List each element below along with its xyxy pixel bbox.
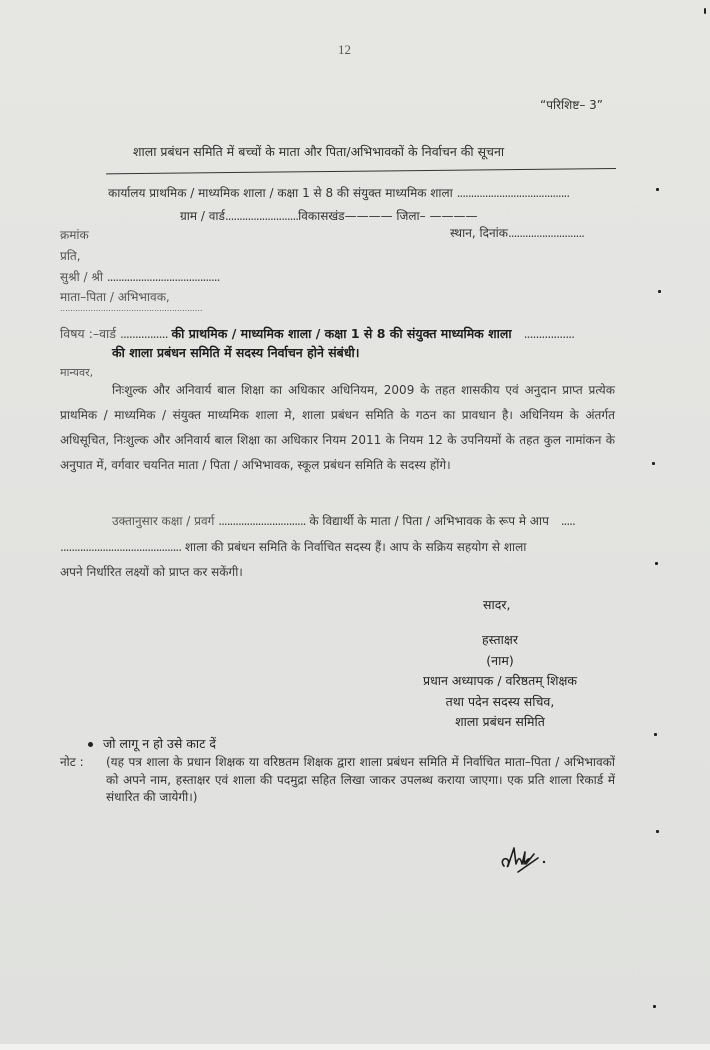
scan-speck — [654, 733, 657, 736]
addressee-role: माता–पिता / अभिभावक, — [60, 290, 170, 304]
committee-label: शाला प्रबंधन समिति — [455, 714, 545, 729]
title-underline — [106, 168, 616, 174]
district-blank: ———— — [429, 209, 478, 223]
serial-label: क्रमांक — [60, 228, 89, 242]
school-blank: ................. — [523, 326, 575, 341]
name-label: (नाम) — [486, 652, 514, 668]
subject-text-1: की प्राथमिक / माध्यमिक शाला / कक्षा 1 से 8 की संयुक्त माध्यमिक शाला — [171, 326, 512, 341]
designation: प्रधान अध्यापक / वरिष्ठतम् शिक्षक — [422, 673, 578, 688]
scan-speck — [704, 8, 706, 14]
paragraph-2-line-3: अपने निर्धारित लक्ष्यों को प्राप्त कर सकेंगी। — [60, 565, 243, 579]
block-blank: ———— — [344, 209, 393, 223]
bullet-note-text: जो लागू न हो उसे काट दें — [103, 736, 216, 751]
ex-officio-label: तथा पदेन सदस्य सचिव, — [445, 693, 555, 709]
page-edge — [0, 1044, 710, 1050]
appendix-label: “परिशिष्ट– 3” — [540, 98, 603, 112]
office-blank: ........................................ — [456, 186, 570, 200]
scan-speck — [655, 562, 658, 565]
bullet-note — [88, 735, 216, 752]
place-date-blank: ........................... — [507, 226, 584, 240]
village-blank: .......................... — [224, 209, 299, 223]
scan-speck — [652, 462, 655, 465]
closing: सादर, — [483, 597, 511, 612]
page-number: 12 — [338, 42, 351, 57]
place-date-label: स्थान, दिनांक — [450, 226, 508, 240]
office-line — [108, 184, 569, 201]
subject-line-2: की शाला प्रबंधन समिति में सदस्य निर्वाचन होने संबंधी। — [112, 345, 360, 360]
signature-block — [395, 630, 605, 733]
paragraph-2-line-2 — [60, 538, 526, 555]
office-text: कार्यालय प्राथमिक / माध्यमिक शाला / कक्षा 1 से 8 की संयुक्त माध्यमिक शाला — [108, 186, 453, 200]
paragraph-2-mid: के विद्यार्थी के माता / पिता / अभिभावक के रूप मे आप — [309, 514, 549, 528]
signature-label: हस्ताक्षर — [482, 632, 518, 647]
scan-speck — [656, 830, 659, 833]
location-line — [180, 207, 478, 224]
district-label: जिला– — [396, 209, 426, 223]
note-label: नोट : — [60, 755, 84, 769]
member-blank-start: ..... — [560, 514, 575, 528]
class-label: उक्तानुसार कक्षा / प्रवर्ग — [112, 514, 215, 528]
handwritten-signature — [498, 842, 554, 882]
bullet-icon — [88, 742, 93, 747]
document-title: शाला प्रबंधन समिति में बच्चों के माता और पिता/अभिभावकों के निर्वाचन की सूचना — [133, 144, 505, 159]
paragraph-2-text: शाला की प्रबंधन समिति के निर्वाचित सदस्य हैं। आप के सक्रिय सहयोग से शाला — [184, 540, 527, 554]
ward-blank: ................ — [119, 326, 168, 341]
block-label: विकासखंड — [298, 209, 345, 223]
addressee-blank: ........................................ — [106, 270, 220, 284]
addressee-label: सुश्री / श्री — [60, 270, 103, 284]
salutation: मान्यवर, — [60, 366, 94, 379]
village-label: ग्राम / वार्ड — [180, 209, 225, 223]
note-section — [60, 754, 615, 807]
place-date — [450, 224, 584, 241]
scan-speck — [653, 1005, 656, 1008]
addressee-line — [60, 268, 219, 285]
subject-prefix: विषय :–वार्ड — [60, 326, 116, 341]
role-blank: ........................................................ — [60, 304, 203, 313]
member-blank-end: ........................................... — [60, 540, 182, 554]
scan-speck — [658, 290, 661, 293]
class-blank: ............................... — [218, 514, 306, 528]
paragraph-2-line-1 — [112, 512, 575, 529]
subject-line-1 — [60, 325, 574, 342]
note-text: (यह पत्र शाला के प्रधान शिक्षक या वरिष्ठतम शिक्षक द्वारा शाला प्रबंधन समिति में निर्वाचित माता–पिता / अभिभावकों को अपने नाम, हस्ताक्षर एवं शाला की पदमुद्रा सहित लिखा जाकर उपलब्ध कराया जाएगा। एक प्रति शाला रिकार्ड में संधारित की जायेगी।) — [106, 755, 615, 804]
scan-speck — [656, 188, 659, 191]
to-label: प्रति, — [60, 249, 81, 263]
paragraph-1: निःशुल्क और अनिवार्य बाल शिक्षा का अधिकार अधिनियम, 2009 के तहत शासकीय एवं अनुदान प्राप्त प्रत्येक प्राथमिक / माध्यमिक / संयुक्त माध्यमिक शाला मे, शाला प्रबंधन समिति के गठन का प्रावधान है। अधिनियम के अंतर्गत अधिसूचित, निःशुल्क और अनिवार्य बाल शिक्षा का अधिकार नियम 2011 के नियम 12 के उपनियमों के तहत कुल नामांकन के अनुपात में, वर्गवार चयनित माता / पिता / अभिभावक, स्कूल प्रबंधन समिति के सदस्य होंगे। — [60, 383, 615, 472]
